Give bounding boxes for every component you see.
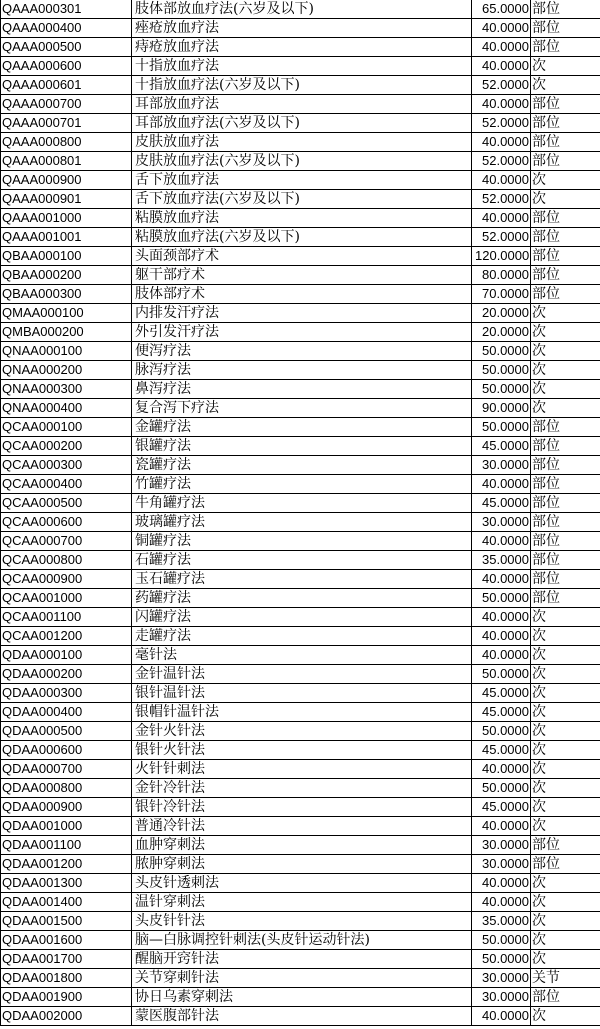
item-price-cell: 45.0000 [472, 437, 531, 456]
item-price-cell: 50.0000 [472, 361, 531, 380]
item-unit-cell: 部位 [531, 437, 600, 456]
item-name-cell: 金针温针法 [132, 665, 472, 684]
item-unit-cell: 次 [531, 627, 600, 646]
item-price-cell: 50.0000 [472, 722, 531, 741]
table-row [1, 380, 600, 399]
item-price-cell: 40.0000 [472, 532, 531, 551]
item-name-cell: 毫针法 [132, 646, 472, 665]
item-code-cell: QDAA000800 [1, 779, 132, 798]
item-name-cell: 皮肤放血疗法 [132, 133, 472, 152]
item-code-cell: QCAA001200 [1, 627, 132, 646]
item-code-cell: QNAA000100 [1, 342, 132, 361]
item-name-cell: 舌下放血疗法 [132, 171, 472, 190]
item-unit-cell: 部位 [531, 494, 600, 513]
table-row [1, 361, 600, 380]
item-code-cell: QCAA000600 [1, 513, 132, 532]
item-code-cell: QDAA000300 [1, 684, 132, 703]
item-code-cell: QDAA001200 [1, 855, 132, 874]
table-row [1, 19, 600, 38]
item-code-cell: QBAA000100 [1, 247, 132, 266]
item-unit-cell: 次 [531, 399, 600, 418]
item-unit-cell: 部位 [531, 19, 600, 38]
item-unit-cell: 部位 [531, 988, 600, 1007]
item-code-cell: QCAA000500 [1, 494, 132, 513]
item-name-cell: 牛角罐疗法 [132, 494, 472, 513]
item-unit-cell: 部位 [531, 247, 600, 266]
table-row [1, 988, 600, 1007]
item-price-cell: 20.0000 [472, 323, 531, 342]
table-row [1, 152, 600, 171]
item-unit-cell: 次 [531, 912, 600, 931]
item-name-cell: 躯干部疗术 [132, 266, 472, 285]
item-price-cell: 45.0000 [472, 494, 531, 513]
item-price-cell: 50.0000 [472, 342, 531, 361]
item-name-cell: 闪罐疗法 [132, 608, 472, 627]
item-code-cell: QDAA002000 [1, 1007, 132, 1026]
item-code-cell: QNAA000400 [1, 399, 132, 418]
table-row [1, 418, 600, 437]
item-code-cell: QDAA001100 [1, 836, 132, 855]
table-row [1, 665, 600, 684]
item-code-cell: QDAA001800 [1, 969, 132, 988]
table-row [1, 798, 600, 817]
item-name-cell: 温针穿刺法 [132, 893, 472, 912]
item-unit-cell: 部位 [531, 38, 600, 57]
item-price-cell: 52.0000 [472, 114, 531, 133]
item-price-cell: 52.0000 [472, 228, 531, 247]
item-unit-cell: 次 [531, 57, 600, 76]
table-row [1, 760, 600, 779]
item-unit-cell: 部位 [531, 475, 600, 494]
item-unit-cell: 部位 [531, 266, 600, 285]
item-code-cell: QCAA000100 [1, 418, 132, 437]
item-code-cell: QDAA000600 [1, 741, 132, 760]
item-unit-cell: 部位 [531, 209, 600, 228]
item-price-cell: 50.0000 [472, 931, 531, 950]
item-unit-cell: 部位 [531, 513, 600, 532]
table-row [1, 190, 600, 209]
item-unit-cell: 部位 [531, 285, 600, 304]
item-code-cell: QDAA001700 [1, 950, 132, 969]
item-name-cell: 银针冷针法 [132, 798, 472, 817]
item-code-cell: QDAA001000 [1, 817, 132, 836]
item-code-cell: QCAA000700 [1, 532, 132, 551]
table-row [1, 874, 600, 893]
table-row [1, 969, 600, 988]
table-row [1, 684, 600, 703]
item-price-cell: 70.0000 [472, 285, 531, 304]
item-price-cell: 80.0000 [472, 266, 531, 285]
item-code-cell: QNAA000300 [1, 380, 132, 399]
item-price-cell: 40.0000 [472, 95, 531, 114]
item-code-cell: QMAA000100 [1, 304, 132, 323]
item-price-cell: 30.0000 [472, 456, 531, 475]
item-name-cell: 银罐疗法 [132, 437, 472, 456]
item-price-cell: 52.0000 [472, 190, 531, 209]
item-name-cell: 银针温针法 [132, 684, 472, 703]
item-price-cell: 40.0000 [472, 608, 531, 627]
table-row [1, 893, 600, 912]
item-unit-cell: 部位 [531, 855, 600, 874]
item-code-cell: QAAA000800 [1, 133, 132, 152]
item-name-cell: 外引发汗疗法 [132, 323, 472, 342]
item-code-cell: QDAA000200 [1, 665, 132, 684]
item-code-cell: QDAA000100 [1, 646, 132, 665]
item-name-cell: 肢体部放血疗法(六岁及以下) [132, 0, 472, 19]
item-price-cell: 45.0000 [472, 798, 531, 817]
item-unit-cell: 次 [531, 190, 600, 209]
item-name-cell: 醒脑开窍针法 [132, 950, 472, 969]
table-row [1, 342, 600, 361]
item-code-cell: QAAA000900 [1, 171, 132, 190]
item-name-cell: 粘膜放血疗法 [132, 209, 472, 228]
item-code-cell: QAAA001001 [1, 228, 132, 247]
table-row [1, 266, 600, 285]
item-name-cell: 复合泻下疗法 [132, 399, 472, 418]
table-row [1, 437, 600, 456]
table-row [1, 57, 600, 76]
item-code-cell: QDAA000900 [1, 798, 132, 817]
item-code-cell: QCAA001000 [1, 589, 132, 608]
item-price-cell: 40.0000 [472, 57, 531, 76]
item-price-cell: 40.0000 [472, 646, 531, 665]
table-row [1, 646, 600, 665]
item-name-cell: 痔疮放血疗法 [132, 38, 472, 57]
item-code-cell: QDAA000400 [1, 703, 132, 722]
item-unit-cell: 部位 [531, 418, 600, 437]
item-name-cell: 竹罐疗法 [132, 475, 472, 494]
item-price-cell: 50.0000 [472, 418, 531, 437]
table-row [1, 836, 600, 855]
item-name-cell: 脉泻疗法 [132, 361, 472, 380]
item-name-cell: 玉石罐疗法 [132, 570, 472, 589]
item-code-cell: QDAA001500 [1, 912, 132, 931]
item-unit-cell: 部位 [531, 570, 600, 589]
item-name-cell: 头皮针针法 [132, 912, 472, 931]
item-code-cell: QDAA001600 [1, 931, 132, 950]
item-unit-cell: 次 [531, 684, 600, 703]
item-code-cell: QCAA000800 [1, 551, 132, 570]
item-price-cell: 52.0000 [472, 76, 531, 95]
item-unit-cell: 次 [531, 1007, 600, 1026]
item-name-cell: 耳部放血疗法(六岁及以下) [132, 114, 472, 133]
item-name-cell: 痤疮放血疗法 [132, 19, 472, 38]
item-price-cell: 50.0000 [472, 589, 531, 608]
item-unit-cell: 次 [531, 931, 600, 950]
item-code-cell: QAAA000801 [1, 152, 132, 171]
table-row [1, 551, 600, 570]
item-name-cell: 石罐疗法 [132, 551, 472, 570]
item-unit-cell: 次 [531, 304, 600, 323]
item-price-cell: 40.0000 [472, 171, 531, 190]
item-name-cell: 内排发汗疗法 [132, 304, 472, 323]
item-name-cell: 鼻泻疗法 [132, 380, 472, 399]
item-name-cell: 金针冷针法 [132, 779, 472, 798]
item-code-cell: QAAA000400 [1, 19, 132, 38]
item-price-cell: 50.0000 [472, 779, 531, 798]
table-row [1, 722, 600, 741]
item-price-cell: 40.0000 [472, 760, 531, 779]
item-name-cell: 血肿穿刺法 [132, 836, 472, 855]
table-row [1, 209, 600, 228]
item-code-cell: QAAA000901 [1, 190, 132, 209]
item-price-cell: 35.0000 [472, 551, 531, 570]
table-row [1, 0, 600, 19]
item-name-cell: 金针火针法 [132, 722, 472, 741]
item-price-cell: 45.0000 [472, 684, 531, 703]
item-price-cell: 65.0000 [472, 0, 531, 19]
table-row [1, 323, 600, 342]
item-unit-cell: 次 [531, 817, 600, 836]
item-price-cell: 40.0000 [472, 874, 531, 893]
item-name-cell: 蒙医腹部针法 [132, 1007, 472, 1026]
item-name-cell: 金罐疗法 [132, 418, 472, 437]
item-price-cell: 120.0000 [472, 247, 531, 266]
item-unit-cell: 次 [531, 779, 600, 798]
item-code-cell: QCAA000200 [1, 437, 132, 456]
item-unit-cell: 部位 [531, 589, 600, 608]
item-name-cell: 银针火针法 [132, 741, 472, 760]
item-name-cell: 协日乌素穿刺法 [132, 988, 472, 1007]
item-price-cell: 45.0000 [472, 703, 531, 722]
item-unit-cell: 关节 [531, 969, 600, 988]
item-unit-cell: 次 [531, 342, 600, 361]
item-unit-cell: 次 [531, 608, 600, 627]
item-price-cell: 30.0000 [472, 855, 531, 874]
item-code-cell: QNAA000200 [1, 361, 132, 380]
table-row [1, 817, 600, 836]
table-row [1, 304, 600, 323]
item-code-cell: QDAA000700 [1, 760, 132, 779]
table-row [1, 247, 600, 266]
item-code-cell: QDAA001300 [1, 874, 132, 893]
item-unit-cell: 部位 [531, 456, 600, 475]
item-code-cell: QCAA000900 [1, 570, 132, 589]
item-price-cell: 40.0000 [472, 570, 531, 589]
item-code-cell: QAAA000700 [1, 95, 132, 114]
item-code-cell: QAAA000301 [1, 0, 132, 19]
item-code-cell: QAAA000701 [1, 114, 132, 133]
item-unit-cell: 部位 [531, 95, 600, 114]
item-price-cell: 52.0000 [472, 152, 531, 171]
table-row [1, 1007, 600, 1026]
item-code-cell: QAAA000600 [1, 57, 132, 76]
table-row [1, 741, 600, 760]
item-name-cell: 瓷罐疗法 [132, 456, 472, 475]
item-price-cell: 50.0000 [472, 380, 531, 399]
item-unit-cell: 次 [531, 893, 600, 912]
item-unit-cell: 次 [531, 646, 600, 665]
item-code-cell: QMBA000200 [1, 323, 132, 342]
item-price-cell: 40.0000 [472, 627, 531, 646]
item-price-cell: 90.0000 [472, 399, 531, 418]
item-name-cell: 肢体部疗术 [132, 285, 472, 304]
item-name-cell: 药罐疗法 [132, 589, 472, 608]
item-unit-cell: 部位 [531, 133, 600, 152]
item-unit-cell: 部位 [531, 551, 600, 570]
item-unit-cell: 次 [531, 361, 600, 380]
item-name-cell: 脑—白脉调控针刺法(头皮针运动针法) [132, 931, 472, 950]
table-row [1, 779, 600, 798]
item-unit-cell: 部位 [531, 0, 600, 19]
item-price-cell: 30.0000 [472, 988, 531, 1007]
item-unit-cell: 次 [531, 741, 600, 760]
item-price-cell: 50.0000 [472, 950, 531, 969]
item-code-cell: QDAA000500 [1, 722, 132, 741]
table-row [1, 38, 600, 57]
item-unit-cell: 次 [531, 874, 600, 893]
item-name-cell: 头面颈部疗术 [132, 247, 472, 266]
table-row [1, 475, 600, 494]
item-price-cell: 30.0000 [472, 513, 531, 532]
item-name-cell: 普通冷针法 [132, 817, 472, 836]
item-unit-cell: 部位 [531, 836, 600, 855]
item-unit-cell: 部位 [531, 114, 600, 133]
item-name-cell: 皮肤放血疗法(六岁及以下) [132, 152, 472, 171]
item-name-cell: 玻璃罐疗法 [132, 513, 472, 532]
table-row [1, 114, 600, 133]
table-row [1, 912, 600, 931]
table-row [1, 456, 600, 475]
item-code-cell: QAAA001000 [1, 209, 132, 228]
table-row [1, 570, 600, 589]
table-row [1, 228, 600, 247]
item-price-cell: 20.0000 [472, 304, 531, 323]
item-name-cell: 银帽针温针法 [132, 703, 472, 722]
table-row [1, 532, 600, 551]
item-price-cell: 40.0000 [472, 1007, 531, 1026]
item-price-cell: 45.0000 [472, 741, 531, 760]
item-code-cell: QDAA001400 [1, 893, 132, 912]
item-unit-cell: 部位 [531, 532, 600, 551]
item-code-cell: QAAA000500 [1, 38, 132, 57]
item-unit-cell: 次 [531, 760, 600, 779]
item-code-cell: QBAA000300 [1, 285, 132, 304]
item-price-cell: 40.0000 [472, 209, 531, 228]
item-code-cell: QBAA000200 [1, 266, 132, 285]
table-row [1, 399, 600, 418]
item-code-cell: QDAA001900 [1, 988, 132, 1007]
item-name-cell: 十指放血疗法(六岁及以下) [132, 76, 472, 95]
item-name-cell: 关节穿刺针法 [132, 969, 472, 988]
table-row [1, 950, 600, 969]
table-body [1, 0, 600, 1026]
item-price-cell: 30.0000 [472, 836, 531, 855]
table-row [1, 589, 600, 608]
table-row [1, 931, 600, 950]
item-unit-cell: 次 [531, 798, 600, 817]
item-price-cell: 40.0000 [472, 817, 531, 836]
item-code-cell: QCAA000400 [1, 475, 132, 494]
item-unit-cell: 次 [531, 950, 600, 969]
item-code-cell: QCAA001100 [1, 608, 132, 627]
table-row [1, 513, 600, 532]
item-price-cell: 35.0000 [472, 912, 531, 931]
item-name-cell: 脓肿穿刺法 [132, 855, 472, 874]
item-price-cell: 40.0000 [472, 893, 531, 912]
item-unit-cell: 部位 [531, 228, 600, 247]
item-name-cell: 火针针刺法 [132, 760, 472, 779]
table-row [1, 608, 600, 627]
table-row [1, 133, 600, 152]
table-row [1, 494, 600, 513]
item-price-cell: 40.0000 [472, 19, 531, 38]
item-price-cell: 40.0000 [472, 475, 531, 494]
table-row [1, 855, 600, 874]
item-name-cell: 头皮针透刺法 [132, 874, 472, 893]
item-name-cell: 便泻疗法 [132, 342, 472, 361]
table-row [1, 285, 600, 304]
item-code-cell: QCAA000300 [1, 456, 132, 475]
item-name-cell: 铜罐疗法 [132, 532, 472, 551]
table-row [1, 627, 600, 646]
item-unit-cell: 次 [531, 171, 600, 190]
item-price-cell: 40.0000 [472, 133, 531, 152]
item-unit-cell: 次 [531, 665, 600, 684]
item-name-cell: 粘膜放血疗法(六岁及以下) [132, 228, 472, 247]
item-unit-cell: 部位 [531, 152, 600, 171]
item-unit-cell: 次 [531, 722, 600, 741]
item-name-cell: 舌下放血疗法(六岁及以下) [132, 190, 472, 209]
item-name-cell: 耳部放血疗法 [132, 95, 472, 114]
table-row [1, 76, 600, 95]
item-name-cell: 走罐疗法 [132, 627, 472, 646]
item-unit-cell: 次 [531, 380, 600, 399]
item-code-cell: QAAA000601 [1, 76, 132, 95]
table-row [1, 95, 600, 114]
table-row [1, 703, 600, 722]
item-price-cell: 30.0000 [472, 969, 531, 988]
table-row [1, 171, 600, 190]
item-unit-cell: 次 [531, 76, 600, 95]
item-price-cell: 50.0000 [472, 665, 531, 684]
item-price-cell: 40.0000 [472, 38, 531, 57]
item-name-cell: 十指放血疗法 [132, 57, 472, 76]
item-unit-cell: 次 [531, 703, 600, 722]
item-unit-cell: 次 [531, 323, 600, 342]
